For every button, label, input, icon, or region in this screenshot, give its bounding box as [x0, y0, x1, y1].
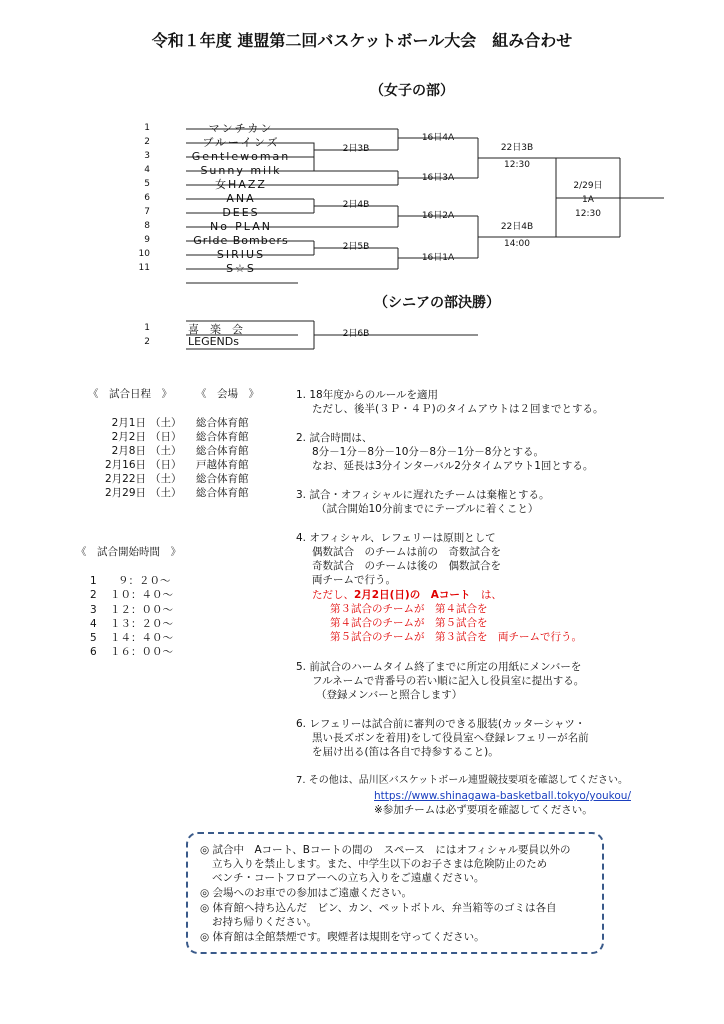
start-time: １６：００～ — [110, 646, 173, 658]
team-name: Gentlewoman — [191, 150, 291, 163]
rules-link[interactable]: https://www.shinagawa-basketball.tokyo/youkou/ — [374, 790, 631, 802]
schedule-date: 2月1日 — [111, 417, 146, 429]
semifinal-label: 22日3B — [500, 143, 534, 153]
rule-3-line-2: （試合開始10分前までにテーブルに着くこと） — [316, 503, 539, 515]
match-label: 2日6B — [342, 329, 370, 339]
schedule-dow: （日） — [150, 459, 182, 471]
rule-4-exception-pre: ただし、 — [312, 589, 354, 601]
schedule-dow: （土） — [150, 487, 182, 499]
start-times-header: 《 試合開始時間 》 — [76, 546, 181, 558]
team-number: 3 — [144, 151, 150, 161]
schedule-venue: 総合体育館 — [196, 417, 249, 429]
team-number: 2 — [144, 337, 150, 347]
rule-2-line-1: 2. 試合時間は、 — [296, 432, 373, 444]
team-name: No-PLAN — [210, 220, 272, 233]
start-time: １０：４０～ — [110, 589, 173, 601]
rule-4-line-4: 両チームで行う。 — [312, 574, 396, 586]
venue-header: 《 会場 》 — [196, 388, 259, 400]
team-number: 11 — [138, 263, 150, 273]
team-name: ブルーインズ — [202, 136, 280, 149]
rule-4-line-3: 奇数試合 のチームは後の 偶数試合を — [312, 560, 501, 572]
team-name: S☆S — [226, 262, 256, 275]
note-1-line-2: 立ち入りを禁止します。また、中学生以下のお子さまは危険防止のため — [212, 858, 548, 870]
schedule-date: 2月8日 — [111, 445, 146, 457]
rule-4-exception-line-4: 第５試合のチームが 第３試合を 両チームで行う。 — [330, 631, 582, 643]
rule-4-exception-line-2: 第３試合のチームが 第４試合を — [330, 603, 488, 615]
senior-section-heading: （シニアの部決勝） — [374, 295, 500, 311]
semifinal-time: 12:30 — [504, 160, 530, 170]
team-name: 女HAZZ — [215, 178, 267, 191]
start-time: １２：００～ — [110, 604, 173, 616]
match-label: 2日5B — [342, 242, 370, 252]
team-number: 5 — [144, 179, 150, 189]
rule-1-line-2: ただし、後半(３Ｐ・４Ｐ)のタイムアウトは２回までとする。 — [312, 403, 604, 415]
schedule-venue: 総合体育館 — [196, 445, 249, 457]
schedule-venue: 総合体育館 — [196, 431, 249, 443]
start-time-number: 1 — [90, 575, 97, 587]
schedule-venue: 総合体育館 — [196, 473, 249, 485]
team-name: GrIde Bombers — [193, 234, 289, 247]
rule-4-line-2: 偶数試合 のチームは前の 奇数試合を — [312, 546, 501, 558]
final-time: 12:30 — [575, 209, 601, 219]
page-title: 令和１年度 連盟第二回バスケットボール大会 組み合わせ — [151, 31, 573, 50]
rule-4-exception-date: 2月2日(日)の Aコート — [354, 589, 471, 601]
rule-4-exception — [312, 588, 502, 602]
start-time-number: 6 — [90, 646, 97, 658]
team-number: 9 — [144, 235, 150, 245]
rule-6-line-3: を届け出る(笛は各自で持参すること)。 — [312, 746, 499, 758]
team-name: 喜 楽 会 — [188, 323, 243, 336]
note-3-line-2: お持ち帰りください。 — [212, 916, 317, 928]
rule-7-line-3: ※参加チームは必ず要項を確認してください。 — [374, 804, 593, 816]
schedule-venue: 総合体育館 — [196, 487, 249, 499]
rule-2-line-3: なお、延長は3分インターバル2分タイムアウト1回とする。 — [312, 460, 594, 472]
schedule-dow: （土） — [150, 445, 182, 457]
schedule-date: 2月22日 — [104, 473, 146, 485]
rule-5-line-2: フルネームで背番号の若い順に記入し役員室に提出する。 — [312, 675, 585, 687]
rule-5-line-3: （登録メンバーと照合します） — [316, 689, 463, 701]
start-time: １３：２０～ — [110, 618, 173, 630]
start-time: １４：４０～ — [110, 632, 173, 644]
team-number: 6 — [144, 193, 150, 203]
schedule-dow: （日） — [150, 431, 182, 443]
match-label: 16日2A — [421, 211, 455, 221]
rule-6-line-2: 黒い長ズボンを着用)をして役員室へ登録レフェリーが名前 — [312, 732, 589, 744]
note-3-line-1: ◎ 体育館へ持ち込んだ ビン、カン、ペットボトル、弁当箱等のゴミは各自 — [200, 902, 557, 914]
rule-7-line-1: 7. その他は、品川区バスケットボール連盟競技要項を確認してください。 — [296, 775, 629, 786]
match-label: 16日3A — [421, 173, 455, 183]
match-label: 16日4A — [421, 133, 455, 143]
team-name: LEGENDs — [188, 335, 239, 348]
tournament-bracket-lines — [0, 0, 724, 360]
rule-4-line-1: 4. オフィシャル、レフェリーは原則として — [296, 532, 496, 544]
team-number: 1 — [144, 323, 150, 333]
team-number: 7 — [144, 207, 150, 217]
schedule-dow: （土） — [150, 473, 182, 485]
match-label: 16日1A — [421, 253, 455, 263]
rule-4-exception-post: は、 — [470, 589, 502, 601]
notes-box — [186, 832, 604, 954]
team-name: SIRIUS — [216, 248, 266, 261]
rule-2-line-2: 8分－1分－8分－10分－8分－1分－8分とする。 — [312, 446, 544, 458]
start-time-number: 5 — [90, 632, 97, 644]
start-time: ９：２０～ — [118, 575, 171, 587]
note-2: ◎ 会場へのお車での参加はご遠慮ください。 — [200, 887, 412, 899]
team-number: 2 — [144, 137, 150, 147]
team-name: ANA — [226, 192, 256, 205]
semifinal-time: 14:00 — [504, 239, 530, 249]
start-time-number: 3 — [90, 604, 97, 616]
semifinal-label: 22日4B — [500, 222, 534, 232]
schedule-dow: （土） — [150, 417, 182, 429]
rule-1-line-1: 1. 18年度からのルールを適用 — [296, 389, 439, 401]
rule-3-line-1: 3. 試合・オフィシャルに遅れたチームは棄権とする。 — [296, 489, 550, 501]
match-label: 2日3B — [342, 144, 370, 154]
team-name: マンチカン — [208, 122, 274, 135]
women-section-heading: （女子の部） — [370, 83, 454, 99]
match-label: 2日4B — [342, 200, 370, 210]
note-4: ◎ 体育館は全館禁煙です。喫煙者は規則を守ってください。 — [200, 931, 485, 943]
team-number: 4 — [144, 165, 150, 175]
note-1-line-1: ◎ 試合中 Aコート、Bコートの間の スペース にはオフィシャル要員以外の — [200, 844, 571, 856]
schedule-date: 2月16日 — [104, 459, 146, 471]
team-number: 10 — [138, 249, 150, 259]
schedule-date: 2月2日 — [111, 431, 146, 443]
start-time-number: 2 — [90, 589, 97, 601]
note-1-line-3: ベンチ・コートフロアーへの立ち入りをご遠慮ください。 — [212, 872, 485, 884]
final-court: 1A — [582, 195, 594, 205]
schedule-header: 《 試合日程 》 — [88, 388, 172, 400]
schedule-date: 2月29日 — [104, 487, 146, 499]
start-time-number: 4 — [90, 618, 97, 630]
rule-4-exception-line-3: 第４試合のチームが 第５試合を — [330, 617, 488, 629]
team-number: 8 — [144, 221, 150, 231]
schedule-venue: 戸越体育館 — [196, 459, 249, 471]
final-date: 2/29日 — [573, 181, 603, 191]
rule-5-line-1: 5. 前試合のハームタイム終了までに所定の用紙にメンバーを — [296, 661, 582, 673]
team-name: Sunny milk — [200, 164, 282, 177]
team-number: 1 — [144, 123, 150, 133]
team-name: DEES — [222, 206, 260, 219]
rule-6-line-1: 6. レフェリーは試合前に審判のできる服装(カッターシャツ・ — [296, 718, 586, 730]
